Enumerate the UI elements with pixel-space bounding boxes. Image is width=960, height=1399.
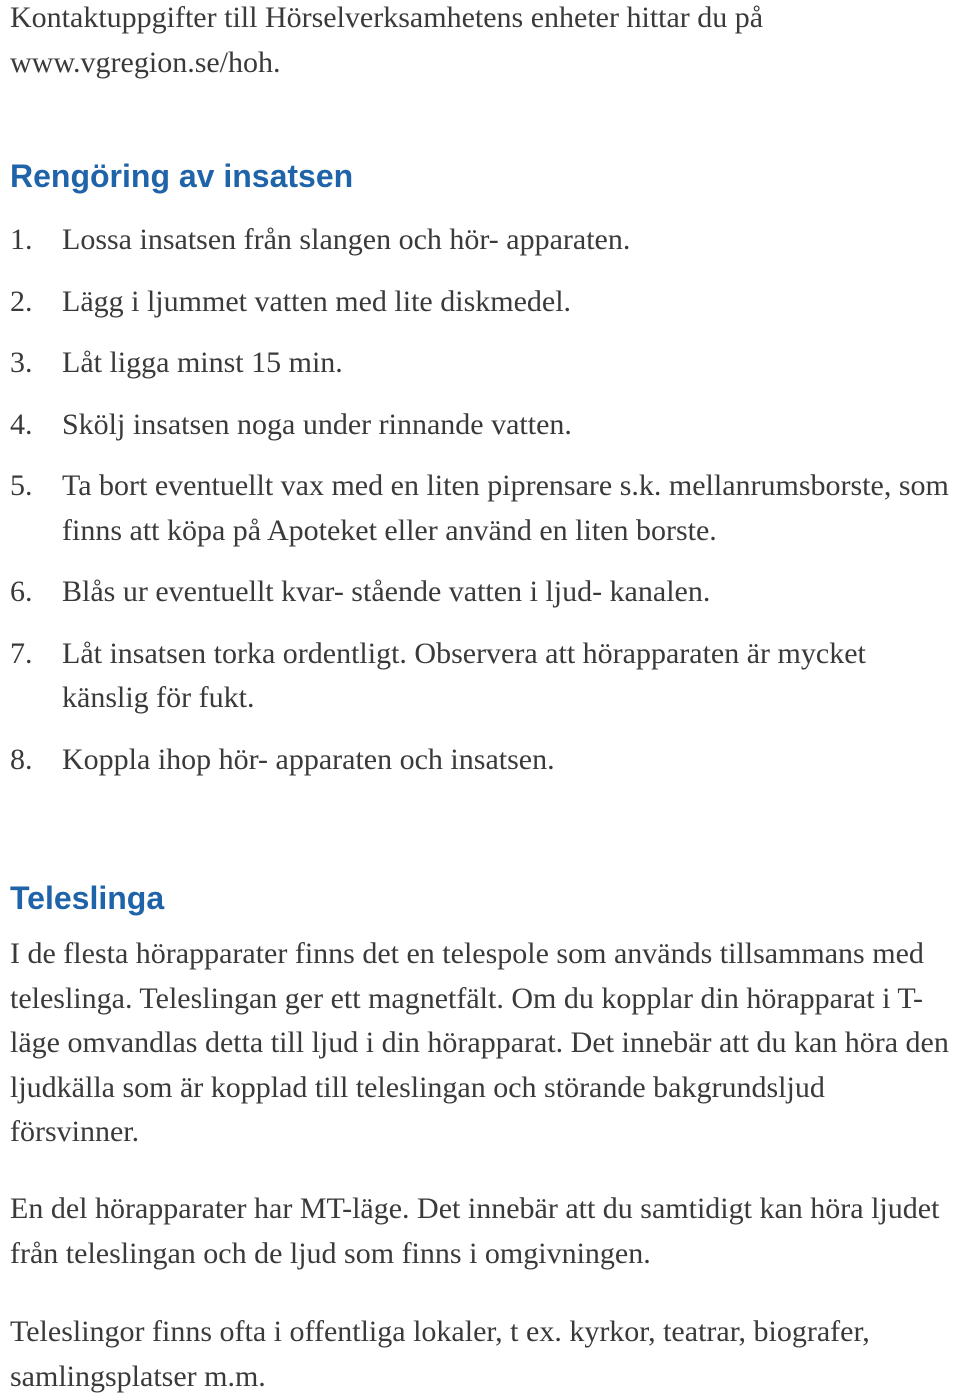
step-text: Blås ur eventuellt kvar- stående vatten i ljud- kanalen.	[62, 575, 711, 608]
step-text: Låt ligga minst 15 min.	[62, 346, 343, 379]
step-text: Lossa insatsen från slangen och hör- apparaten.	[62, 223, 631, 256]
cleaning-steps-list	[10, 218, 955, 799]
step-text: Skölj insatsen noga under rinnande vatten.	[62, 407, 572, 441]
step-text: Låt insatsen torka ordentligt. Observera att hörapparaten är mycket känslig för fukt.	[62, 636, 866, 714]
list-item	[10, 218, 955, 263]
list-item	[10, 403, 955, 448]
teleslinga-paragraph-2: En del hörapparater har MT-läge. Det innebär att du samtidigt kan höra ljudet från teleslingan och de ljud som finns i omgivningen.	[10, 1192, 940, 1270]
step-number: 5.	[10, 469, 33, 502]
intro-paragraph: Kontaktuppgifter till Hörselverksamhetens enheter hittar du på www.vgregion.se/hoh.	[10, 1, 764, 79]
list-item	[10, 464, 955, 553]
teleslinga-paragraph-1: I de flesta hörapparater finns det en telespole som används tillsammans med teleslinga. Teleslingan ger ett magnetfält. Om du kopplar din hörapparat i T-läge omvandlas detta till ljud i din hörapparat. Det innebär att du kan höra den ljudkälla som är kopplad till teleslingan och störande bakgrundsljud försvinner.	[10, 937, 949, 1148]
step-text: Lägg i ljummet vatten med lite diskmedel.	[62, 284, 572, 318]
step-number: 3.	[10, 346, 33, 379]
teleslinga-paragraph-3: Teleslingor finns ofta i offentliga lokaler, t ex. kyrkor, teatrar, biografer, samlingsplatser m.m.	[10, 1315, 870, 1393]
list-item	[10, 570, 955, 615]
step-number: 8.	[10, 742, 33, 776]
list-item	[10, 341, 955, 386]
list-item	[10, 632, 955, 721]
step-number: 1.	[10, 223, 33, 256]
step-text: Ta bort eventuellt vax med en liten piprensare s.k. mellanrumsborste, som finns att köpa på Apoteket eller använd en liten borste.	[62, 469, 949, 547]
step-number: 7.	[10, 636, 33, 670]
list-item	[10, 280, 955, 325]
list-item	[10, 738, 955, 783]
step-number: 6.	[10, 575, 33, 608]
step-text: Koppla ihop hör- apparaten och insatsen.	[62, 742, 555, 776]
step-number: 2.	[10, 284, 33, 318]
section-heading-cleaning: Rengöring av insatsen	[10, 158, 354, 194]
section-heading-teleslinga: Teleslinga	[10, 880, 165, 916]
step-number: 4.	[10, 407, 33, 441]
